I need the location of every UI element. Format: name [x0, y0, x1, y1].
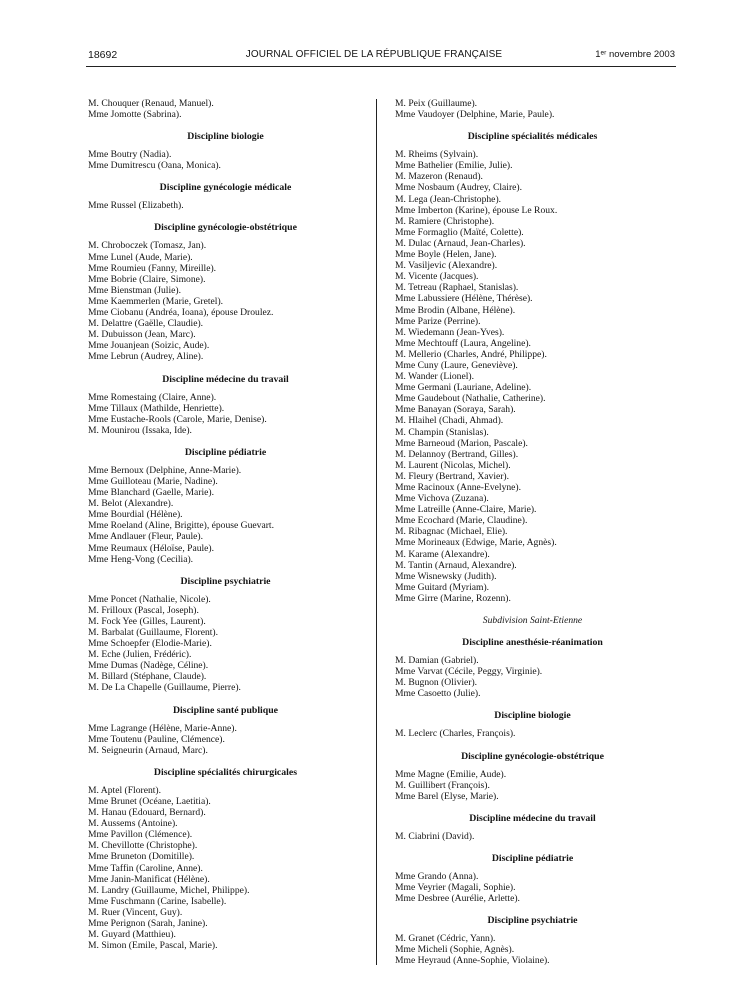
list-item: Mme Imberton (Karine), épouse Le Roux. [395, 204, 558, 216]
list-item: Mme Formaglio (Maïté, Colette). [395, 226, 524, 238]
list-item: M. Dubuisson (Jean, Marc). [88, 329, 196, 341]
list-item: M. Karame (Alexandre). [395, 548, 490, 560]
list-item: M. Simon (Emile, Pascal, Marie). [88, 940, 218, 952]
section-discipline-biologie [88, 131, 363, 171]
publication-date: 1ᵉʳ novembre 2003 [595, 49, 675, 60]
list-item: M. Mounirou (Issaka, Ide). [88, 424, 192, 436]
list-item: Mme Perignon (Sarah, Janine). [88, 917, 208, 929]
journal-title: JOURNAL OFFICIEL DE LA RÉPUBLIQUE FRANÇAISE [245, 49, 503, 60]
section-discipline-gynecologie-obstetrique [88, 222, 363, 362]
section-discipline-medecine-du-travail [88, 374, 363, 436]
list-item: M. Chroboczek (Tomasz, Jan). [88, 240, 207, 252]
section-discipline-biologie [395, 710, 670, 739]
page-number: 18692 [88, 49, 118, 61]
list-item: M. Wiedemann (Jean-Yves). [395, 326, 505, 338]
list-item: M. Guyard (Matthieu). [88, 929, 176, 941]
section-heading: Discipline spécialités chirurgicales [153, 766, 298, 778]
list-item: M. Vicente (Jacques). [395, 271, 479, 283]
list-item: Mme Barneoud (Marion, Pascale). [395, 437, 528, 449]
list-item: M. Chouquer (Renaud, Manuel). [88, 98, 214, 109]
list-item: Mme Mechtouff (Laura, Angeline). [395, 337, 531, 349]
section-discipline-gynecologie-medicale [88, 182, 363, 211]
list-item: M. Hanau (Edouard, Bernard). [88, 807, 206, 819]
list-item: M. Fleury (Bertrand, Xavier). [395, 470, 510, 482]
section-heading: Discipline spécialités médicales [467, 131, 598, 143]
list-item: M. Chevillotte (Christophe). [88, 840, 198, 852]
list-item: M. Bugnon (Olivier). [395, 677, 478, 689]
section-heading: Discipline pédiatrie [491, 852, 574, 864]
list-item: M. Wander (Lionel). [395, 371, 474, 383]
list-item: Mme Bathelier (Emilie, Julie). [395, 160, 513, 172]
list-item: Mme Bruneton (Domitille). [88, 851, 195, 863]
list-item: M. Peix (Guillaume). [395, 98, 478, 109]
list-item: Mme Heyraud (Anne-Sophie, Violaine). [395, 955, 550, 967]
list-item: M. Delannoy (Bertrand, Gilles). [395, 448, 519, 460]
list-item: M. Fock Yee (Gilles, Laurent). [88, 615, 206, 627]
section-heading: Discipline gynécologie-obstétrique [461, 750, 604, 762]
list-item: Mme Dumas (Nadège, Céline). [88, 660, 209, 672]
section-discipline-anesthesie-reanimation [395, 637, 670, 699]
list-item: M. Ruer (Vincent, Guy). [88, 906, 183, 918]
section-discipline-sante-publique [88, 705, 363, 756]
list-item: Mme Kaemmerlen (Marie, Gretel). [88, 295, 224, 307]
section-discipline-psychiatrie [88, 576, 363, 694]
section-heading: Discipline biologie [494, 710, 571, 722]
section-heading: Discipline gynécologie médicale [159, 182, 292, 194]
list-item: Mme Tillaux (Mathilde, Henriette). [88, 402, 225, 414]
list-item: Mme Wisnewsky (Judith). [395, 570, 497, 582]
list-item: M. Guillibert (François). [395, 779, 490, 791]
list-item: Mme Parize (Perrine). [395, 315, 481, 327]
list-item: Mme Taffin (Caroline, Anne). [88, 862, 203, 874]
list-item: Mme Girre (Marine, Rozenn). [395, 592, 511, 604]
list-item: M. Champin (Stanislas). [395, 426, 489, 438]
list-item: Mme Boutry (Nadia). [88, 149, 172, 161]
list-item: Mme Brunet (Océane, Laetitia). [88, 795, 211, 807]
list-item: Mme Bourdial (Hélène). [88, 509, 183, 521]
list-item: Mme Ecochard (Marie, Claudine). [395, 515, 528, 527]
list-item: M. Mellerio (Charles, André, Philippe). [395, 348, 547, 360]
list-item: Mme Racinoux (Anne-Evelyne). [395, 482, 522, 493]
section-discipline-medecine-du-travail [395, 813, 670, 842]
list-item: Mme Desbree (Aurélie, Arlette). [395, 893, 520, 905]
list-item: Mme Barel (Elyse, Marie). [395, 790, 499, 802]
list-item: M. De La Chapelle (Guillaume, Pierre). [88, 682, 241, 694]
list-item: Mme Gaudebout (Nathalie, Catherine). [395, 393, 546, 405]
list-item: Mme Reumaux (Héloïse, Paule). [88, 542, 215, 554]
list-item: M. Ciabrini (David). [395, 830, 475, 842]
list-item: Mme Brodin (Albane, Hélène). [395, 304, 516, 316]
list-item: Mme Fuschmann (Carine, Isabelle). [88, 895, 227, 907]
right-column [395, 98, 670, 966]
list-item: M. Mazeron (Renaud). [395, 171, 483, 183]
list-item: Mme Dumitrescu (Oana, Monica). [88, 160, 221, 172]
list-item: Mme Andlauer (Fleur, Paule). [88, 531, 203, 543]
list-item: M. Rheims (Sylvain). [395, 149, 479, 161]
list-item: Mme Pavillon (Clémence). [88, 829, 193, 841]
list-item: Mme Banayan (Soraya, Sarah). [395, 404, 516, 416]
section-discipline-specialites-medicales [395, 131, 670, 604]
subdivision-heading: Subdivision Saint-Etienne [482, 615, 583, 627]
list-item: Mme Vichova (Zuzana). [395, 493, 489, 505]
list-item: M. Lega (Jean-Christophe). [395, 193, 502, 205]
header-rule [86, 66, 676, 67]
list-item: M. Seigneurin (Arnaud, Marc). [88, 744, 208, 756]
section-discipline-pediatrie [395, 853, 670, 904]
column-divider [376, 99, 377, 965]
list-item: Mme Romestaing (Claire, Anne). [88, 391, 217, 403]
list-item: M. Barbalat (Guillaume, Florent). [88, 627, 219, 638]
list-item: Mme Jouanjean (Soizic, Aude). [88, 340, 210, 352]
list-item: Mme Cuny (Laure, Geneviève). [395, 359, 518, 371]
list-item: Mme Eustache-Rools (Carole, Marie, Denise). [88, 413, 267, 425]
list-item: M. Ramiere (Christophe). [395, 215, 495, 227]
list-item: Mme Vaudoyer (Delphine, Marie, Paule). [395, 109, 555, 121]
list-item: Mme Blanchard (Gaelle, Marie). [88, 487, 214, 499]
list-item: Mme Schoepfer (Elodie-Marie). [88, 638, 212, 650]
section-heading: Discipline gynécologie-obstétrique [154, 222, 297, 234]
list-item: Mme Bienstman (Julie). [88, 284, 181, 296]
list-item: M. Ribagnac (Michael, Elie). [395, 526, 508, 538]
list-item: M. Landry (Guillaume, Michel, Philippe). [88, 884, 250, 896]
list-item: Mme Casoetto (Julie). [395, 688, 481, 700]
list-item: M. Delattre (Gaëlle, Claudie). [88, 318, 204, 330]
list-item: Mme Ciobanu (Andréa, Ioana), épouse Droulez. [88, 307, 274, 319]
section-heading: Discipline biologie [187, 131, 264, 143]
list-item: M. Leclerc (Charles, François). [395, 728, 516, 740]
section-discipline-gynecologie-obstetrique [395, 751, 670, 802]
section-heading: Discipline médecine du travail [469, 812, 596, 824]
list-item: M. Vasiljevic (Alexandre). [395, 260, 498, 272]
list-item: Mme Russel (Elizabeth). [88, 200, 184, 212]
page-header [0, 49, 748, 65]
list-item: Mme Latreille (Anne-Claire, Marie). [395, 504, 537, 516]
list-item: M. Aussems (Antoine). [88, 818, 178, 830]
list-item: Mme Lunel (Aude, Marie). [88, 251, 193, 263]
list-item: Mme Nosbaum (Audrey, Claire). [395, 182, 522, 194]
list-item: M. Laurent (Nicolas, Michel). [395, 459, 511, 471]
list-item: M. Frilloux (Pascal, Joseph). [88, 604, 199, 616]
list-item: M. Tetreau (Raphael, Stanislas). [395, 282, 519, 294]
section-heading: Discipline anesthésie-réanimation [462, 637, 603, 649]
list-item: Mme Guitard (Myriam). [395, 581, 490, 593]
list-item: Mme Jomotte (Sabrina). [88, 109, 182, 121]
section-discipline-psychiatrie [395, 915, 670, 966]
section-heading: Discipline médecine du travail [162, 373, 289, 385]
list-item: Mme Magne (Emilie, Aude). [395, 768, 507, 780]
list-item: Mme Morineaux (Edwige, Marie, Agnès). [395, 537, 557, 549]
list-item: Mme Lagrange (Hélène, Marie-Anne). [88, 722, 237, 734]
list-item: M. Hlaihel (Chadi, Ahmad). [395, 415, 504, 427]
section-heading: Discipline santé publique [172, 704, 279, 716]
list-item: M. Eche (Julien, Frédéric). [88, 649, 192, 661]
list-item: Mme Poncet (Nathalie, Nicole). [88, 593, 211, 605]
list-item: Mme Veyrier (Magali, Sophie). [395, 881, 516, 893]
list-item: M. Aptel (Florent). [88, 784, 162, 796]
list-item: Mme Bernoux (Delphine, Anne-Marie). [88, 464, 242, 476]
list-item: Mme Bobrie (Claire, Simone). [88, 273, 206, 285]
list-item: Mme Lebrun (Audrey, Aline). [88, 351, 204, 363]
list-item: Mme Grando (Anna). [395, 870, 479, 882]
list-item: M. Tantin (Arnaud, Alexandre). [395, 559, 517, 571]
section-discipline-pediatrie [88, 447, 363, 565]
list-item: Mme Toutenu (Pauline, Clémence). [88, 733, 225, 745]
list-item: Mme Guilloteau (Marie, Nadine). [88, 475, 218, 487]
list-item: M. Damian (Gabriel). [395, 655, 479, 667]
list-item: Mme Roeland (Aline, Brigitte), épouse Guevart. [88, 520, 274, 532]
section-heading: Discipline psychiatrie [180, 575, 271, 587]
section-heading: Discipline pédiatrie [184, 446, 267, 458]
list-item: Mme Labussiere (Hélène, Thérèse). [395, 293, 533, 305]
list-item: M. Dulac (Arnaud, Jean-Charles). [395, 237, 526, 249]
section-discipline-specialites-chirurgicales [88, 767, 363, 951]
list-item: Mme Roumieu (Fanny, Mireille). [88, 262, 217, 274]
list-item: Mme Varvat (Cécile, Peggy, Virginie). [395, 666, 543, 678]
list-item: Mme Germani (Lauriane, Adeline). [395, 382, 532, 394]
list-item: Mme Heng-Vong (Cecilia). [88, 553, 194, 565]
list-item: M. Belot (Alexandre). [88, 498, 174, 510]
list-item: Mme Janin-Manificat (Hélène). [88, 873, 210, 885]
section-heading: Discipline psychiatrie [487, 915, 578, 927]
list-item: M. Billard (Stéphane, Claude). [88, 671, 207, 683]
left-column [88, 98, 363, 951]
list-item: M. Granet (Cédric, Yann). [395, 933, 496, 945]
list-item: Mme Boyle (Helen, Jane). [395, 249, 497, 261]
list-item: Mme Micheli (Sophie, Agnès). [395, 944, 515, 956]
